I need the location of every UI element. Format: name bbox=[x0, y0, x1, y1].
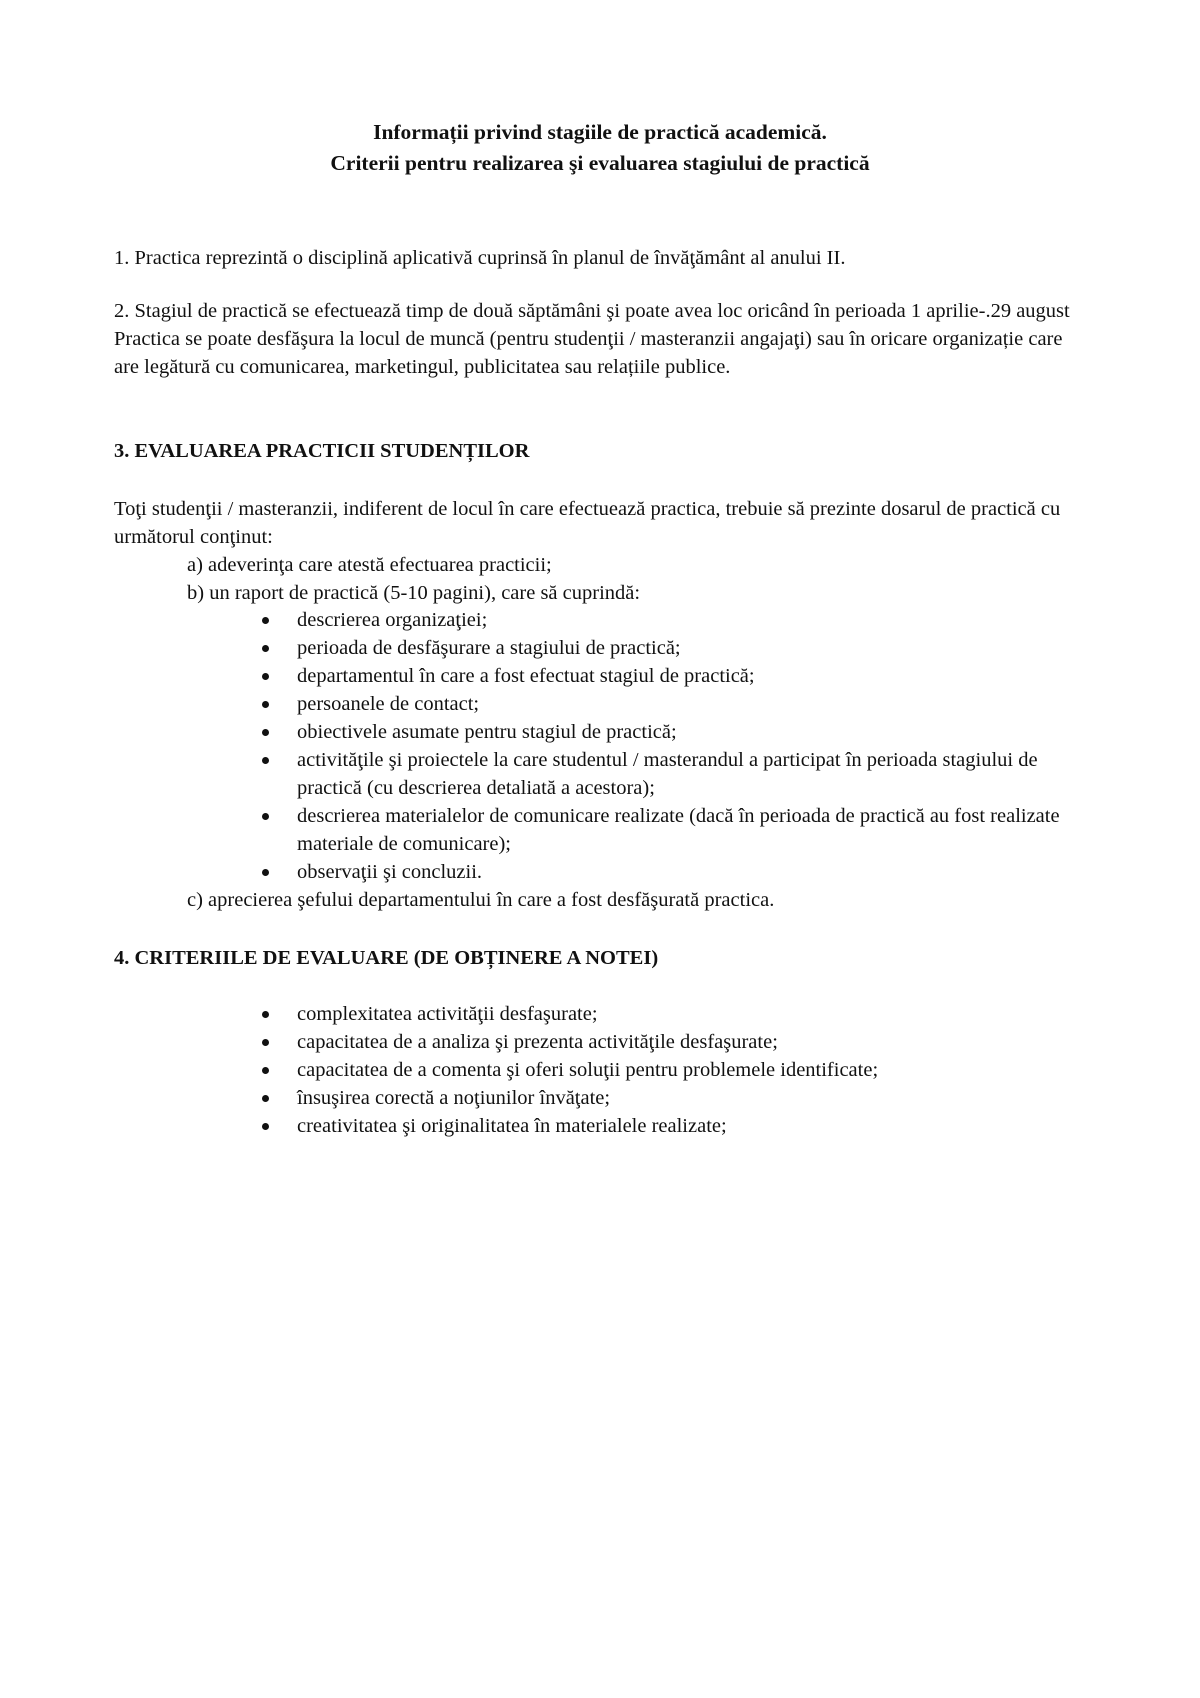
paragraph-2: 2. Stagiul de practică se efectuează timp de două săptămâni şi poate avea loc oricând în perioada 1 aprilie-.29 august Practica se poate desfăşura la locul de muncă (pentru studenţii / masteranzii angajaţi) sau în oricare organizație care are legătură cu comunicarea, marketingul, publicitatea sau relațiile publice. bbox=[114, 300, 1070, 378]
list-item bbox=[0, 606, 1077, 634]
title-line-2: Criterii pentru realizarea şi evaluarea stagiului de practică bbox=[330, 151, 870, 175]
list-item-text: creativitatea şi originalitatea în materialele realizate; bbox=[297, 1115, 727, 1137]
evaluation-criteria-list bbox=[0, 1000, 1200, 1140]
section-3-intro: Toţi studenţii / masteranzii, indiferent de locul în care efectuează practica, trebuie să prezinte dosarul de practică cu următorul conţinut: bbox=[114, 498, 1061, 548]
bullet-icon bbox=[262, 1123, 269, 1130]
list-item bbox=[0, 858, 1077, 886]
list-item bbox=[0, 634, 1077, 662]
item-b: b) un raport de practică (5-10 pagini), care să cuprindă: bbox=[187, 582, 641, 604]
list-item-text: descrierea organizaţiei; bbox=[297, 609, 488, 631]
bullet-icon bbox=[262, 869, 269, 876]
report-contents-list bbox=[0, 606, 1200, 886]
list-item-text: obiectivele asumate pentru stagiul de practică; bbox=[297, 721, 677, 743]
list-item bbox=[0, 746, 1077, 802]
bullet-icon bbox=[262, 673, 269, 680]
list-item bbox=[0, 802, 1077, 858]
bullet-icon bbox=[262, 1039, 269, 1046]
list-item bbox=[0, 1028, 1077, 1056]
list-item bbox=[0, 662, 1077, 690]
item-c: c) aprecierea şefului departamentului în care a fost desfăşurată practica. bbox=[187, 889, 775, 911]
list-item bbox=[0, 718, 1077, 746]
bullet-icon bbox=[262, 617, 269, 624]
bullet-icon bbox=[262, 1067, 269, 1074]
list-item bbox=[0, 1000, 1077, 1028]
list-item-text: capacitatea de a analiza şi prezenta activităţile desfaşurate; bbox=[297, 1031, 778, 1053]
bullet-icon bbox=[262, 757, 269, 764]
section-4-heading: 4. CRITERIILE DE EVALUARE (DE OBȚINERE A NOTEI) bbox=[114, 947, 659, 969]
section-3-heading: 3. EVALUAREA PRACTICII STUDENȚILOR bbox=[114, 440, 530, 462]
bullet-icon bbox=[262, 645, 269, 652]
list-item-text: activităţile şi proiectele la care studentul / masterandul a participat în perioada stagiului de practică (cu descrierea detaliată a acestora); bbox=[297, 749, 1038, 799]
item-a: a) adeverinţa care atestă efectuarea practicii; bbox=[187, 554, 552, 576]
list-item-text: capacitatea de a comenta şi oferi soluţii pentru problemele identificate; bbox=[297, 1059, 879, 1081]
list-item-text: observaţii şi concluzii. bbox=[297, 861, 483, 883]
list-item-text: descrierea materialelor de comunicare realizate (dacă în perioada de practică au fost realizate materiale de comunicare); bbox=[297, 805, 1060, 855]
list-item-text: departamentul în care a fost efectuat stagiul de practică; bbox=[297, 665, 755, 687]
list-item-text: însuşirea corectă a noţiunilor învăţate; bbox=[297, 1087, 611, 1109]
paragraph-1: 1. Practica reprezintă o disciplină aplicativă cuprinsă în planul de învăţământ al anului II. bbox=[114, 247, 846, 269]
bullet-icon bbox=[262, 1011, 269, 1018]
list-item-text: persoanele de contact; bbox=[297, 693, 480, 715]
list-item-text: perioada de desfăşurare a stagiului de practică; bbox=[297, 637, 681, 659]
title-line-1: Informații privind stagiile de practică academică. bbox=[373, 120, 827, 144]
document-title bbox=[0, 117, 1200, 179]
bullet-icon bbox=[262, 1095, 269, 1102]
list-item bbox=[0, 1084, 1077, 1112]
bullet-icon bbox=[262, 813, 269, 820]
list-item-text: complexitatea activităţii desfaşurate; bbox=[297, 1003, 598, 1025]
bullet-icon bbox=[262, 729, 269, 736]
list-item bbox=[0, 1056, 1077, 1084]
list-item bbox=[0, 1112, 1077, 1140]
bullet-icon bbox=[262, 701, 269, 708]
list-item bbox=[0, 690, 1077, 718]
